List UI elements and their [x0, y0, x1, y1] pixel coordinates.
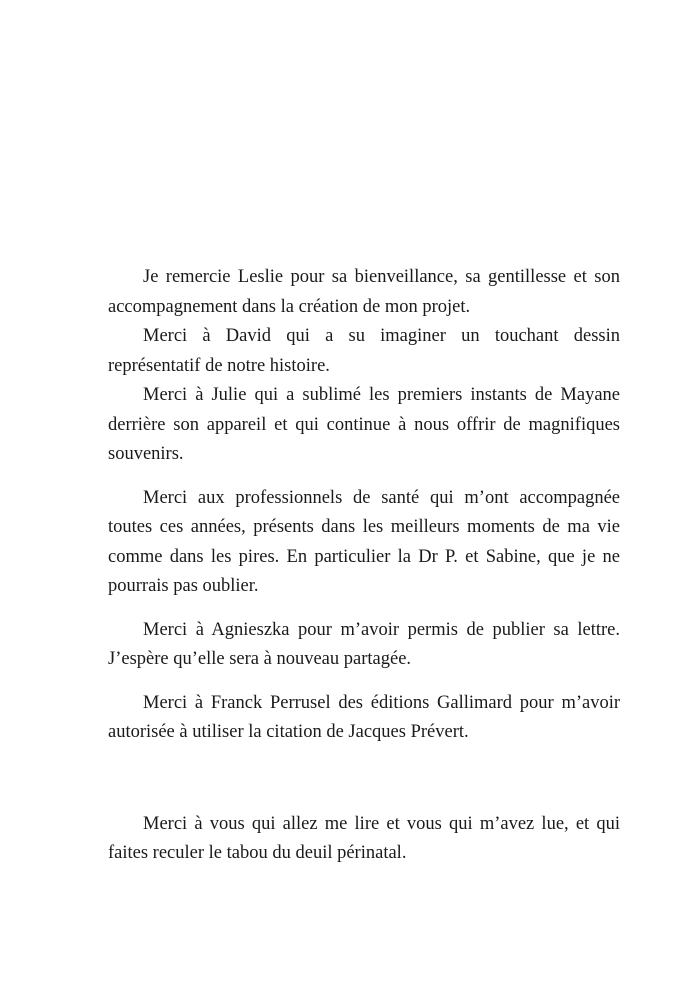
paragraph-david: Merci à David qui a su imaginer un touchant dessin représentatif de notre histoire.	[108, 326, 620, 376]
paragraph-health-professionals: Merci aux professionnels de santé qui m’ont accompagnée toutes ces années, présents dans les meilleurs moments de ma vie comme dans les pires. En particulier la Dr P. et Sabine, que je ne pourrais pas oublier.	[108, 487, 620, 596]
paragraph-agnieszka: Merci à Agnieszka pour m’avoir permis de publier sa lettre. J’espère qu’elle sera à nouveau partagée.	[108, 619, 620, 669]
acknowledgements-text	[108, 263, 620, 869]
paragraph-leslie: Je remercie Leslie pour sa bienveillance, sa gentillesse et son accompagnement dans la création de mon projet.	[108, 267, 620, 317]
paragraph-franck-perrusel: Merci à Franck Perrusel des éditions Gallimard pour m’avoir autorisée à utiliser la citation de Jacques Prévert.	[108, 692, 620, 742]
paragraph-julie: Merci à Julie qui a sublimé les premiers instants de Mayane derrière son appareil et qui continue à nous offrir de magnifiques souvenirs.	[108, 385, 620, 464]
paragraph-readers: Merci à vous qui allez me lire et vous qui m’avez lue, et qui faites reculer le tabou du deuil périnatal.	[108, 813, 620, 863]
